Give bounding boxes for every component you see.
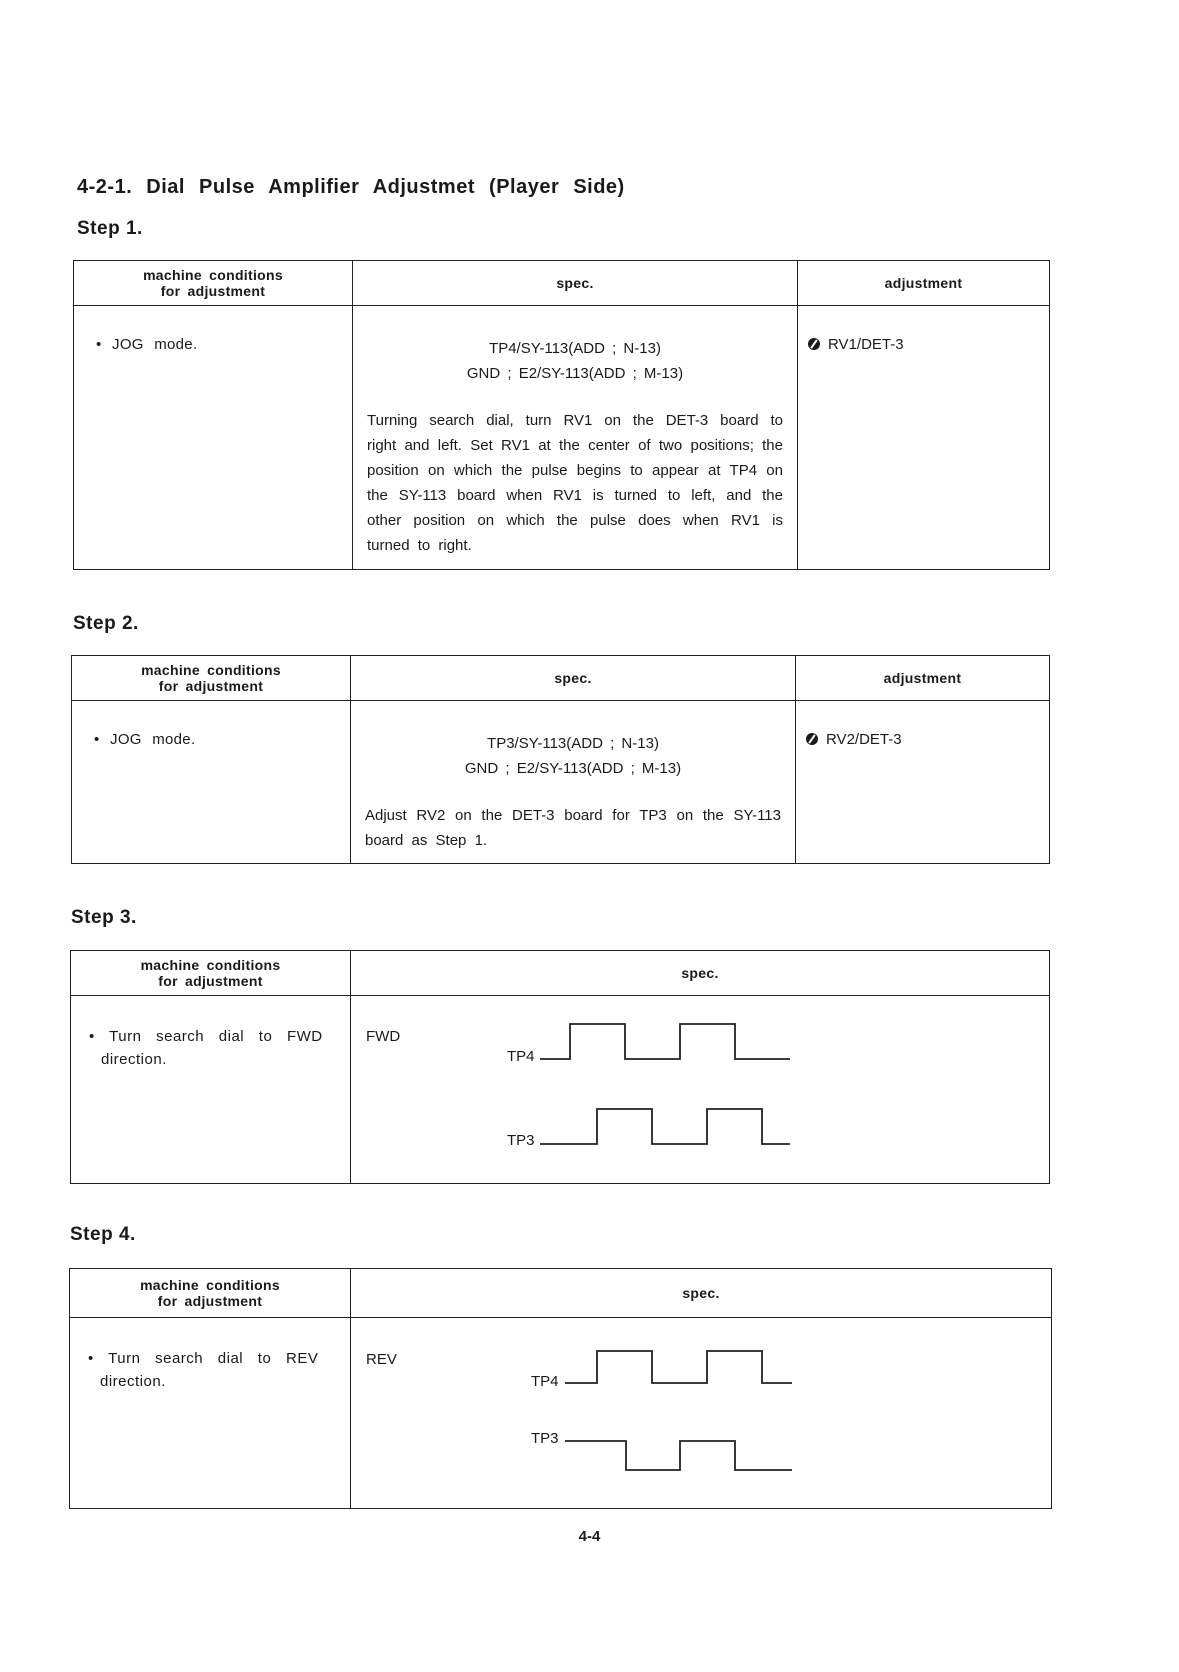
waveform-label-tp4: TP4 bbox=[507, 1048, 535, 1065]
step-1-condition: • JOG mode. bbox=[74, 306, 353, 570]
tp3-waveform bbox=[540, 1109, 790, 1144]
step-1-title: Step 1. bbox=[77, 218, 143, 239]
step-1-spec-line2: GND ; E2/SY-113(ADD ; M-13) bbox=[466, 365, 684, 382]
step-2-condition: • JOG mode. bbox=[72, 701, 351, 864]
step-2-spec-line1: TP3/SY-113(ADD ; N-13) bbox=[487, 735, 659, 752]
header-spec: spec. bbox=[351, 656, 796, 701]
header-machine-conditions: machine conditions for adjustment bbox=[72, 656, 351, 701]
step-2-adjustment: RV2/DET-3 bbox=[796, 701, 1050, 864]
tp4-waveform bbox=[540, 1024, 790, 1059]
step-1-spec-text: Turning search dial, turn RV1 on the DET-3 board to right and left. Set RV1 at the center of two positions; the position on which the pulse begins to appear at TP4 on the SY-113 board when RV1 is turned to left, and the other position on which the pulse does when RV1 is turned to right. bbox=[367, 412, 783, 554]
tp4-waveform bbox=[565, 1351, 792, 1383]
step-3-waveform-diagram bbox=[351, 996, 1050, 1184]
step-1-adjustment: RV1/DET-3 bbox=[798, 306, 1050, 570]
step-4-waveform-diagram bbox=[351, 1318, 1052, 1509]
step-3-table bbox=[70, 950, 1050, 1184]
step-2-spec-line2: GND ; E2/SY-113(ADD ; M-13) bbox=[464, 760, 682, 777]
section-heading: 4-2-1. Dial Pulse Amplifier Adjustmet (Player Side) bbox=[77, 176, 625, 198]
header-spec: spec. bbox=[351, 951, 1050, 996]
page-number: 4-4 bbox=[578, 1528, 601, 1545]
step-4-title: Step 4. bbox=[70, 1224, 136, 1245]
step-2-spec bbox=[351, 701, 796, 864]
waveform-label-tp4: TP4 bbox=[531, 1373, 559, 1390]
step-3-condition: • Turn search dial to FWD direction. bbox=[71, 996, 351, 1184]
header-spec: spec. bbox=[351, 1269, 1052, 1318]
step-4-condition: • Turn search dial to REV direction. bbox=[70, 1318, 351, 1509]
waveform-label-tp3: TP3 bbox=[531, 1430, 559, 1447]
step-2-table bbox=[71, 655, 1050, 864]
step-4-direction: REV bbox=[366, 1351, 397, 1368]
step-1-spec bbox=[353, 306, 798, 570]
step-3-waveforms bbox=[351, 996, 1050, 1184]
step-1-table bbox=[73, 260, 1050, 570]
step-1-spec-line1: TP4/SY-113(ADD ; N-13) bbox=[489, 340, 661, 357]
waveform-label-tp3: TP3 bbox=[507, 1132, 535, 1149]
step-2-spec-text: Adjust RV2 on the DET-3 board for TP3 on the SY-113 board as Step 1. bbox=[365, 807, 781, 849]
header-adjustment: adjustment bbox=[798, 261, 1050, 306]
step-4-table bbox=[69, 1268, 1052, 1509]
step-2-title: Step 2. bbox=[73, 613, 139, 634]
header-machine-conditions: machine conditions for adjustment bbox=[70, 1269, 351, 1318]
header-machine-conditions: machine conditions for adjustment bbox=[71, 951, 351, 996]
step-3-direction: FWD bbox=[366, 1028, 401, 1045]
adjust-symbol-icon bbox=[806, 733, 818, 745]
header-spec: spec. bbox=[353, 261, 798, 306]
adjust-symbol-icon bbox=[808, 338, 820, 350]
step-4-waveforms bbox=[351, 1318, 1052, 1509]
tp3-waveform bbox=[565, 1441, 792, 1470]
header-adjustment: adjustment bbox=[796, 656, 1050, 701]
header-machine-conditions: machine conditions for adjustment bbox=[74, 261, 353, 306]
step-3-title: Step 3. bbox=[71, 907, 137, 928]
